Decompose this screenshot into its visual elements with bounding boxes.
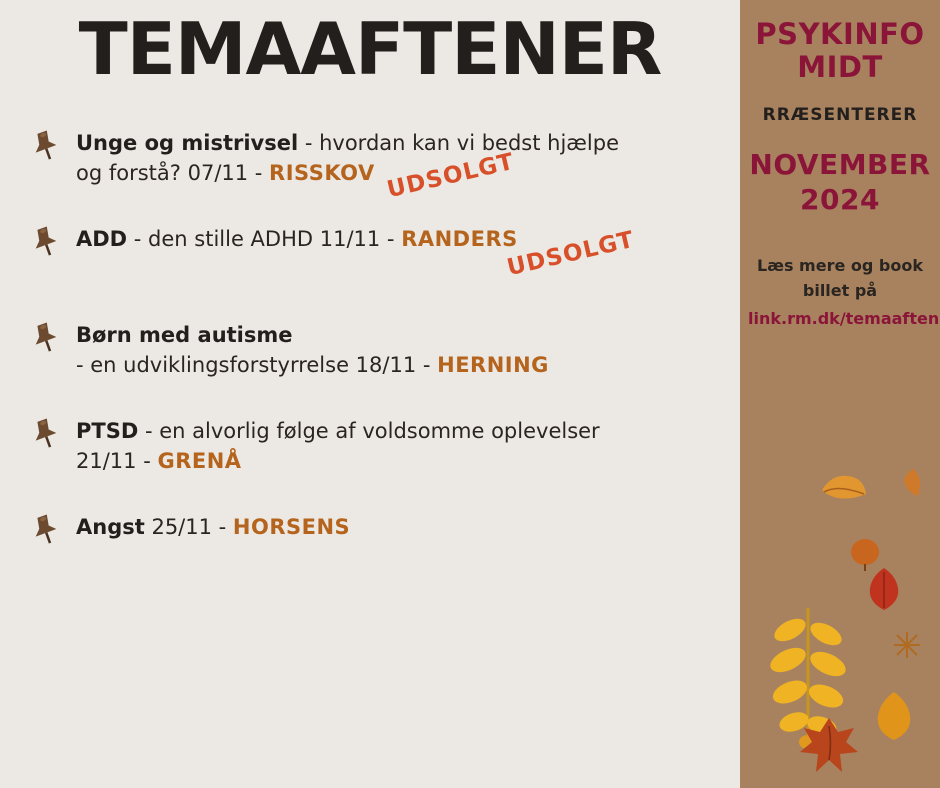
event-desc: - hvordan kan vi bedst hjælpe: [298, 130, 619, 155]
pushpin-icon: [28, 320, 68, 354]
event-title: Unge og mistrivsel: [76, 130, 299, 155]
leaf-icon: [798, 716, 860, 780]
event-desc: - den stille ADHD 11/11 -: [127, 226, 402, 251]
list-item-text: [76, 512, 716, 542]
event-city: RANDERS: [401, 226, 518, 251]
booking-info: [748, 253, 940, 332]
event-city: GRENÅ: [157, 449, 242, 474]
status-badge: UDSOLGT: [504, 226, 637, 281]
list-item[interactable]: [28, 512, 716, 608]
event-desc-2: - en udviklingsforstyrrelse 18/11 -: [76, 353, 438, 378]
event-title: Angst: [76, 514, 145, 539]
list-item[interactable]: [28, 128, 716, 224]
leaf-icon: [862, 566, 906, 616]
list-item-text: [76, 320, 716, 381]
event-title: Børn med autisme: [76, 322, 293, 347]
list-item[interactable]: [28, 224, 716, 320]
event-desc: - en alvorlig følge af voldsomme oplevelser: [138, 418, 600, 443]
list-item-text: [76, 224, 716, 281]
leaf-icon: [872, 690, 916, 746]
brand-line-2: MIDT: [797, 50, 883, 85]
page-title: TEMAAFTENER: [78, 7, 662, 91]
pushpin-icon: [28, 416, 68, 450]
event-city: HERNING: [437, 353, 549, 378]
list-item[interactable]: [28, 320, 716, 416]
leaf-icon: [818, 470, 870, 518]
event-desc-2: 21/11 -: [76, 449, 158, 474]
booking-line-1: Læs mere og book: [757, 255, 923, 275]
month-label: NOVEMBER: [749, 147, 931, 181]
event-city: HORSENS: [232, 514, 351, 539]
leaf-icon: [900, 468, 926, 502]
sidebar: [740, 0, 940, 788]
leaf-icon: [892, 630, 922, 664]
pushpin-icon: [28, 512, 68, 546]
year-label: 2024: [800, 182, 880, 216]
event-list: [0, 128, 740, 608]
list-item-text: [76, 416, 716, 477]
event-title: PTSD: [76, 418, 139, 443]
brand-name: [748, 18, 932, 85]
list-item-text: [76, 128, 716, 203]
list-item[interactable]: [28, 416, 716, 512]
status-badge: UDSOLGT: [384, 148, 517, 203]
event-desc-2: og forstå? 07/11 -: [76, 161, 270, 186]
pushpin-icon: [28, 224, 68, 258]
brand-line-1: PSYKINFO: [755, 17, 925, 51]
event-desc: 25/11 -: [144, 514, 233, 539]
booking-line-2: billet på: [802, 281, 878, 301]
event-city: RISSKOV: [269, 161, 375, 186]
date-label: [748, 147, 932, 217]
pushpin-icon: [28, 128, 68, 162]
event-title: ADD: [76, 226, 128, 251]
booking-link[interactable]: link.rm.dk/temaaften: [748, 308, 940, 328]
presents-label: RRÆSENTERER: [762, 104, 918, 125]
